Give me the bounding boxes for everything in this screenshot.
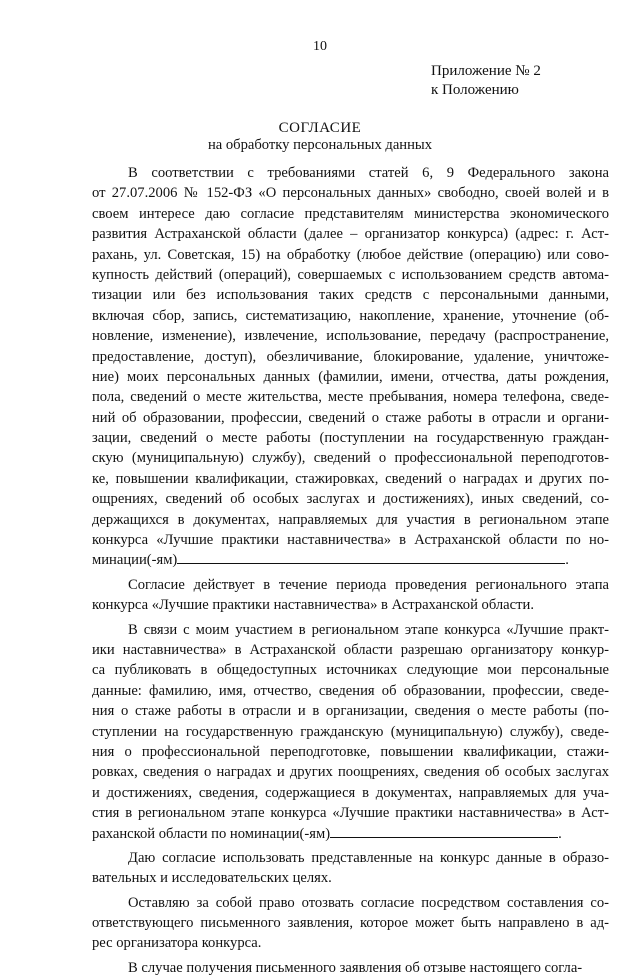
line-text: рес организатора конкурса. — [92, 935, 262, 952]
line-text: ики наставничества» в Астраханской области разрешаю организатору конкур- — [92, 641, 609, 658]
line-text: са публиковать в общедоступных источниках следующие мои персональные — [92, 662, 609, 679]
paragraph-line — [92, 681, 609, 701]
line-text: вательных и исследовательских целях. — [92, 870, 332, 887]
paragraph-line — [92, 783, 609, 803]
paragraph-line — [92, 448, 609, 468]
line-text: ощрениях, сведений об особых заслугах и достижениях), иных сведений, со- — [92, 491, 609, 508]
appendix-line-1: Приложение № 2 — [431, 63, 541, 79]
line-text: Согласие действует в течение периода проведения регионального этапа — [128, 576, 609, 593]
paragraph-line — [92, 285, 609, 305]
nomination-blank-field — [330, 826, 558, 838]
paragraph-line — [92, 660, 609, 680]
page-number: 10 — [313, 39, 327, 54]
paragraph-line — [92, 428, 609, 448]
paragraph-line — [92, 595, 609, 615]
document-body — [92, 163, 609, 978]
line-text: своем интересе даю согласие представителям министерства экономического — [92, 205, 609, 222]
paragraph-line — [92, 347, 609, 367]
line-text: рахань, ул. Советская, 15) на обработку (любое действие (операцию) или сово- — [92, 246, 609, 263]
paragraph — [92, 893, 609, 954]
paragraph-line — [92, 913, 609, 933]
paragraph-line — [92, 510, 609, 530]
paragraph-line — [92, 408, 609, 428]
line-text: ний об образовании, профессии, сведений о стаже работы в отрасли и органи- — [92, 409, 609, 426]
line-text: В связи с моим участием в региональном этапе конкурса «Лучшие практ- — [128, 621, 609, 638]
paragraph-line — [92, 722, 609, 742]
paragraph-line — [92, 245, 609, 265]
line-text: от 27.07.2006 № 152-ФЗ «О персональных данных» свободно, своей волей и в — [92, 185, 609, 202]
paragraph-line — [92, 701, 609, 721]
line-text: стия в региональном этапе конкурса «Лучшие практики наставничества» в Аст- — [92, 805, 609, 822]
line-text: конкурса «Лучшие практики наставничества» в Астраханской области. — [92, 597, 534, 614]
line-text: ке, повышении квалификации, стажировках, сведений о наградах и других по- — [92, 470, 609, 487]
appendix-line-2: к Положению — [431, 82, 519, 98]
paragraph-line — [92, 326, 609, 346]
line-text: и достижениях, сведения, содержащиеся в документах, направляемых для уча- — [92, 784, 609, 801]
paragraph-line: минации(-ям) . — [92, 552, 569, 569]
line-text: Оставляю за собой право отозвать согласие посредством составления со- — [128, 894, 609, 911]
line-text: В соответствии с требованиями статей 6, 9 Федерального закона — [128, 165, 609, 181]
line-text: ние) моих персональных данных (фамилии, имени, отчества, даты рождения, — [92, 368, 609, 385]
line-text: раханской области по номинации(-ям) — [92, 825, 331, 842]
paragraph-line — [92, 387, 609, 407]
line-text: купность действий (операций), совершаемых с использованием средств автома- — [92, 266, 609, 283]
paragraph-line — [92, 204, 609, 224]
paragraph-line — [92, 640, 609, 660]
nomination-blank-field — [177, 552, 565, 564]
paragraph-line — [92, 469, 609, 489]
line-text: предоставление, доступ), обезличивание, блокирование, удаление, уничтоже- — [92, 348, 609, 365]
line-text: данные: фамилию, имя, отчество, сведения об образовании, профессии, сведе- — [92, 682, 609, 699]
paragraph-line — [92, 265, 609, 285]
line-text: конкурса «Лучшие практики наставничества» в Астраханской области по но- — [92, 532, 609, 549]
document-subtitle: на обработку персональных данных — [207, 137, 433, 153]
paragraph — [92, 620, 609, 844]
paragraph-line — [92, 868, 609, 888]
document-title: СОГЛАСИЕ — [278, 120, 362, 136]
paragraph-line: раханской области по номинации(-ям) . — [92, 825, 562, 842]
line-text: пола, сведений о месте жительства, месте пребывания, номера телефона, сведе- — [92, 389, 609, 406]
paragraph-line — [92, 893, 609, 913]
line-text: ния о профессиональной переподготовке, повышении квалификации, стажи- — [92, 743, 609, 760]
paragraph-line — [92, 367, 609, 387]
paragraph-line — [92, 620, 609, 640]
line-text: ступлении на государственную гражданскую (муниципальную) службу), сведе- — [92, 723, 609, 740]
line-text: минации(-ям) — [92, 552, 178, 569]
paragraph-line — [92, 762, 609, 782]
paragraph — [92, 958, 609, 978]
line-text: зации, сведений о месте работы (поступлении на государственную граждан- — [92, 430, 609, 447]
paragraph-line — [92, 163, 609, 183]
line-text: включая сбор, запись, систематизацию, накопление, хранение, уточнение (об- — [92, 307, 609, 324]
appendix-heading — [431, 62, 541, 100]
paragraph-line — [92, 530, 609, 550]
paragraph — [92, 575, 609, 616]
line-text: тизации или без использования таких средств с персональными данными, — [92, 287, 609, 304]
paragraph-line — [92, 224, 609, 244]
line-text: развития Астраханской области (далее – организатор конкурса) (адрес: г. Аст- — [92, 226, 609, 243]
line-text: новление, изменение), извлечение, использование, передачу (распространение, — [92, 328, 609, 345]
paragraph-line — [92, 958, 609, 978]
line-text: ния о стаже работы в отрасли и в организации, сведения о месте работы (по- — [92, 703, 609, 720]
line-text: Даю согласие использовать представленные на конкурс данные в образо- — [128, 849, 609, 866]
paragraph-line — [92, 489, 609, 509]
paragraph-line — [92, 183, 609, 203]
paragraph-line — [92, 575, 609, 595]
line-text: ответствующего письменного заявления, которое может быть направлено в ад- — [92, 915, 609, 932]
paragraph-line — [92, 933, 609, 953]
line-text: ровках, сведения о наградах и других поощрениях, сведения об особых заслугах — [92, 764, 609, 781]
paragraph — [92, 163, 609, 571]
paragraph-line — [92, 848, 609, 868]
line-text: держащихся в документах, направляемых для участия в региональном этапе — [92, 511, 609, 528]
paragraph-line — [92, 742, 609, 762]
line-text: В случае получения письменного заявления об отзыве настоящего согла- — [128, 959, 583, 976]
paragraph-line — [92, 306, 609, 326]
line-text: скую (муниципальную) службу), сведений о профессиональной переподготов- — [92, 450, 609, 467]
paragraph — [92, 848, 609, 889]
paragraph-line — [92, 803, 609, 823]
